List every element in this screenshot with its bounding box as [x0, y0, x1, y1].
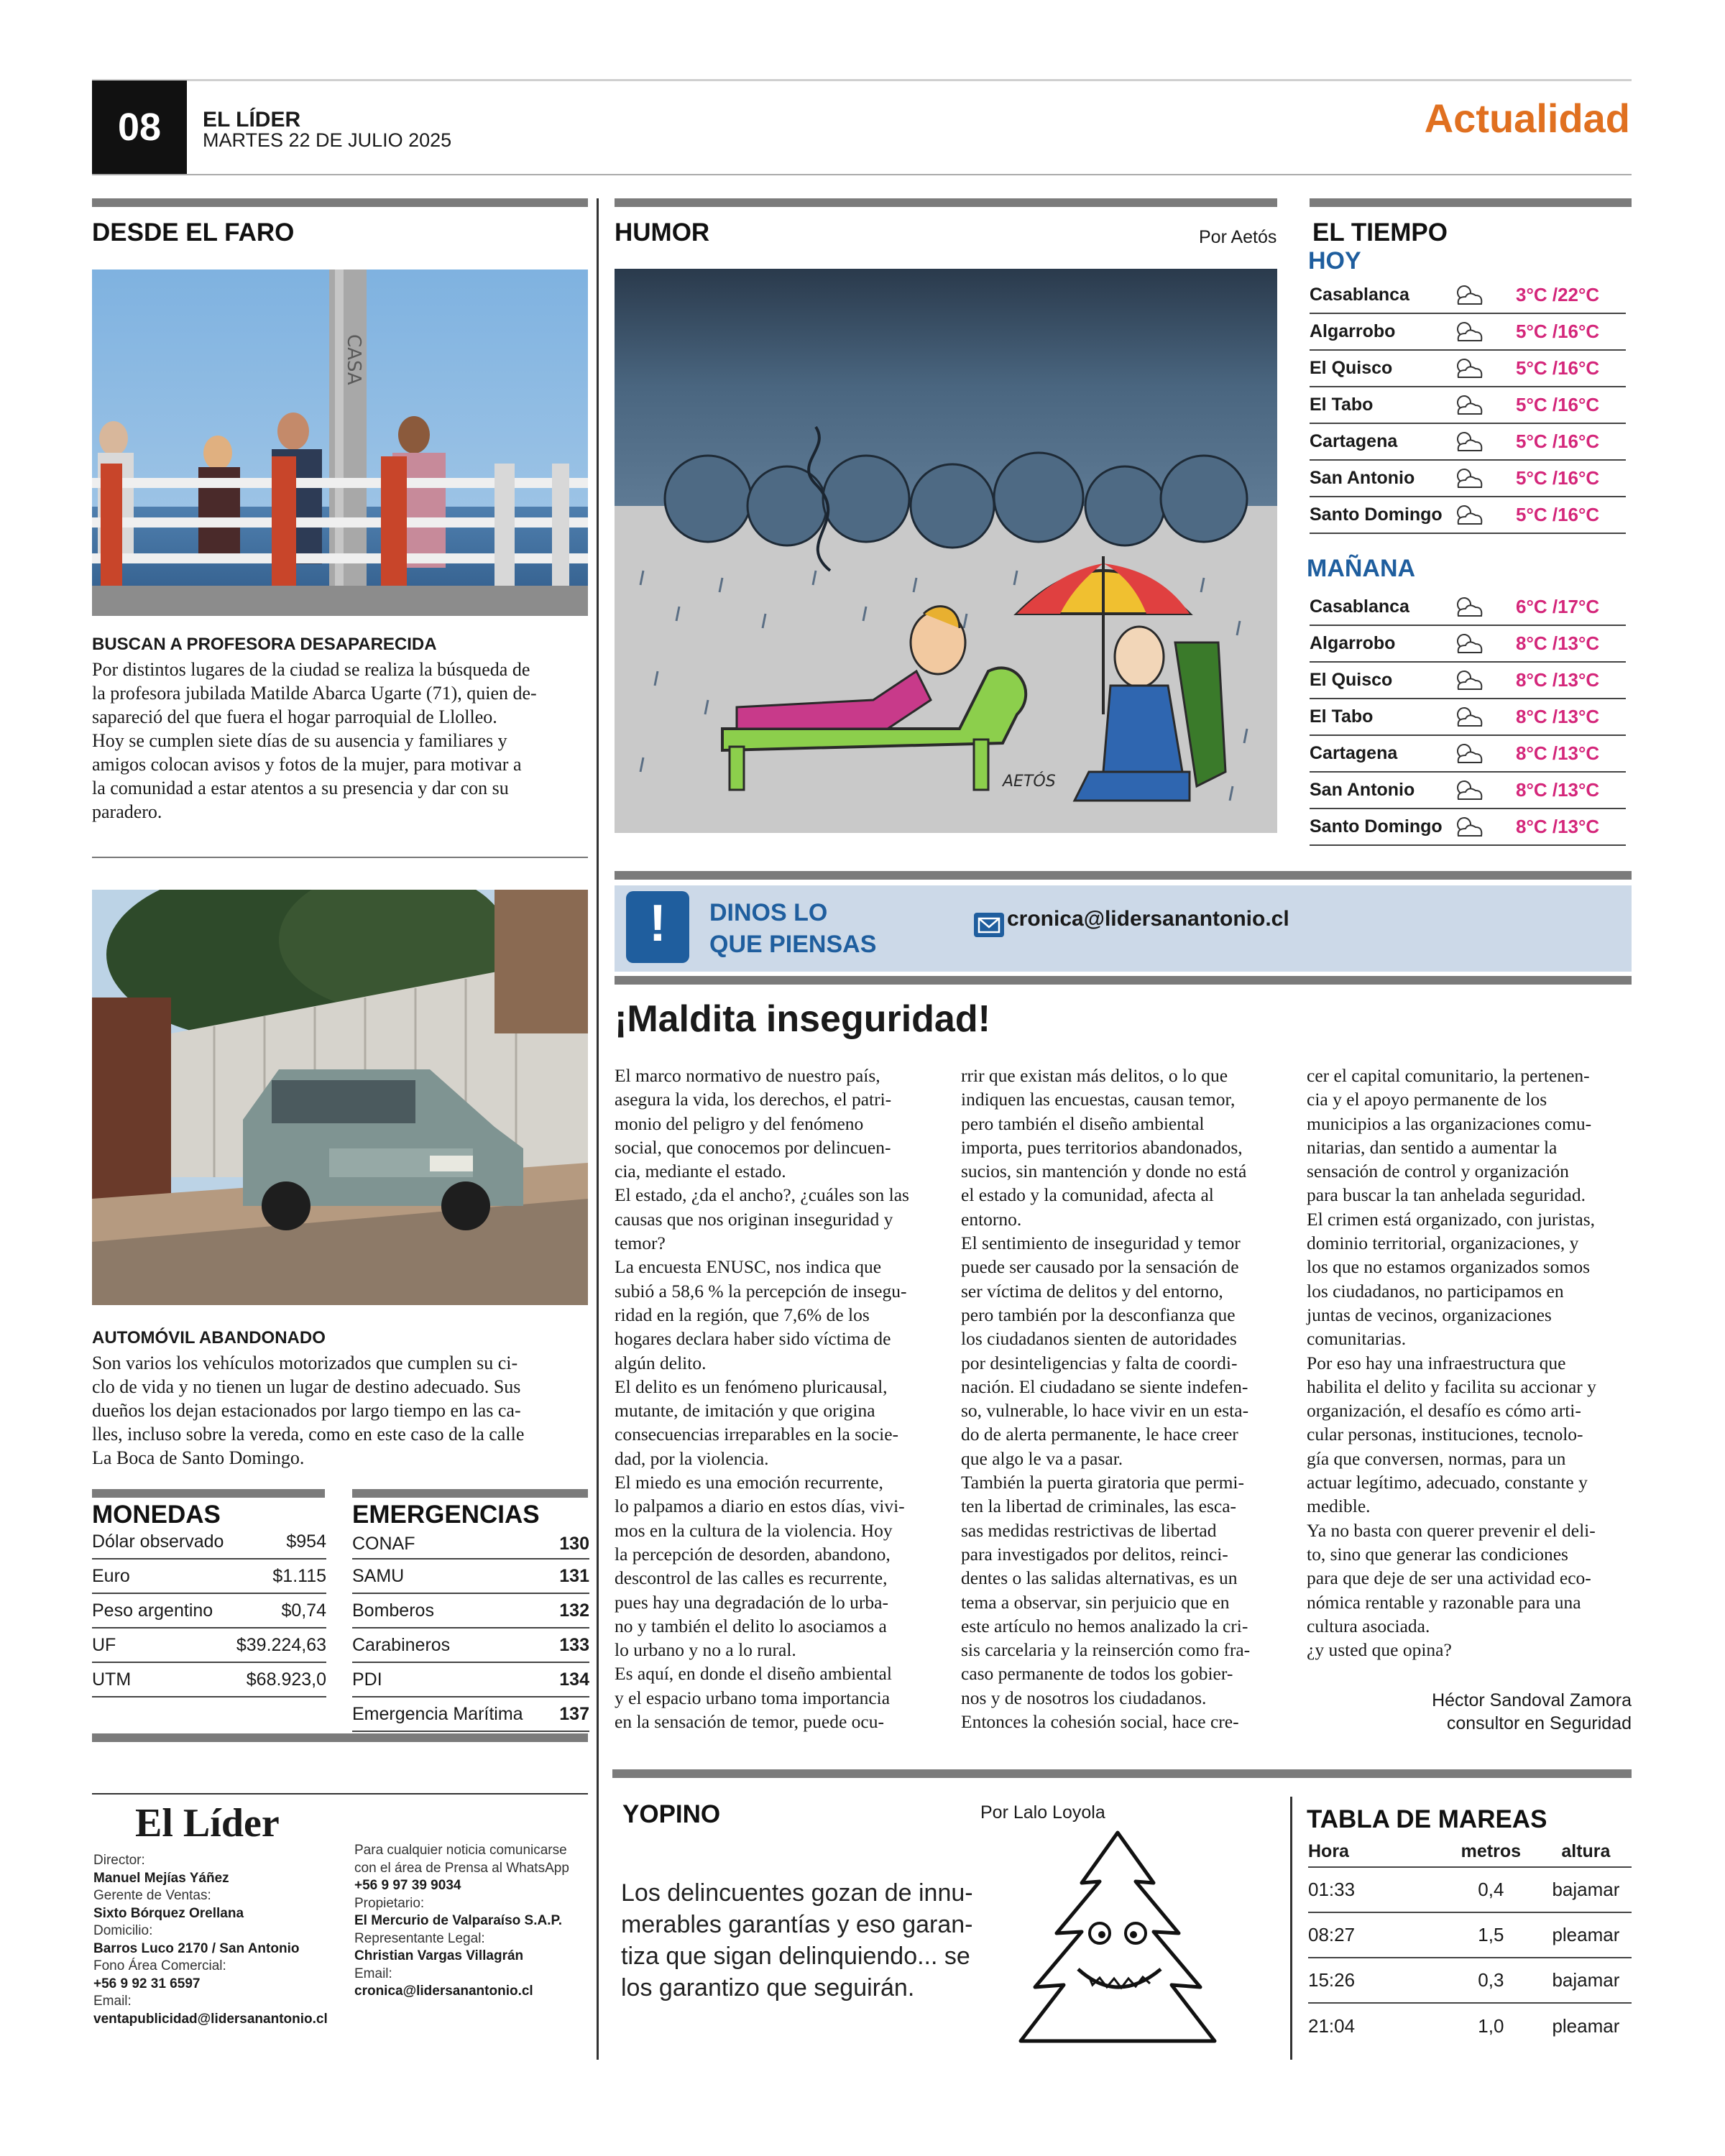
currency-value: $0,74	[281, 1600, 326, 1621]
currency-row	[92, 1628, 326, 1663]
article-line: sucios, sin mantención y donde no está	[961, 1161, 1247, 1182]
pole-text: CASA	[343, 334, 364, 385]
emergency-row	[352, 1560, 589, 1594]
article-column-1	[615, 1064, 938, 1733]
city-name: Santo Domingo	[1310, 505, 1443, 525]
article-line: social, que conocemos por delincuen-	[615, 1136, 891, 1158]
weather-row	[1310, 277, 1626, 314]
caption-line: La Boca de Santo Domingo.	[92, 1447, 305, 1468]
tide-type: bajamar	[1552, 1879, 1620, 1900]
weather-row	[1310, 773, 1626, 809]
footer-label: Para cualquier noticia comunicarse	[354, 1843, 567, 1858]
currency-name: Dólar observado	[92, 1531, 224, 1552]
caption-line: lles, incluso sobre la vereda, como en este caso de la calle	[92, 1424, 525, 1445]
humor-byline: Por Aetós	[1199, 227, 1277, 247]
footer-staff-left	[93, 1852, 345, 2028]
article-line: temor?	[615, 1233, 666, 1254]
currency-value: $954	[286, 1531, 326, 1552]
article-line: so, vulnerable, lo hace vivir en un esta-	[961, 1400, 1249, 1422]
article-line: ridad en la región, que 7,6% de los	[615, 1304, 870, 1325]
tiempo-title: EL TIEMPO	[1312, 218, 1448, 247]
cartoon-signature: AETÓS	[1003, 773, 1056, 791]
emergency-number: 137	[559, 1703, 589, 1724]
article-line: pero también el diseño ambiental	[961, 1112, 1205, 1134]
article-line: lo urbano y no a lo rural.	[615, 1639, 796, 1661]
currency-value: $1.115	[272, 1565, 326, 1586]
article-line: este artículo no hemos analizado la cri-	[961, 1615, 1248, 1636]
tide-type: pleamar	[1552, 1924, 1620, 1945]
article-line: comunitarias.	[1307, 1328, 1407, 1350]
temperature: 5°C /16°C	[1516, 321, 1600, 342]
column-rule	[597, 198, 599, 2060]
emergency-number: 132	[559, 1600, 589, 1621]
city-name: San Antonio	[1310, 780, 1415, 800]
article-line: causas que nos originan inseguridad y	[615, 1208, 893, 1230]
article-line: habilita el delito y facilita su accionar y	[1307, 1376, 1596, 1397]
tide-row	[1308, 1913, 1632, 1958]
article-line: lo palpamos a diario en estos días, vivi-	[615, 1496, 905, 1517]
weather-row	[1310, 736, 1626, 773]
partly-cloudy-icon	[1450, 318, 1486, 346]
tide-height: 1,0	[1478, 2015, 1504, 2037]
article-line: dominio territorial, organizaciones, y	[1307, 1233, 1579, 1254]
column-rule	[1290, 1797, 1292, 2060]
temperature: 8°C /13°C	[1516, 816, 1600, 837]
article-line: los ciudadanos sienten de autoridades	[961, 1328, 1237, 1350]
partly-cloudy-icon	[1450, 354, 1486, 383]
city-name: Cartagena	[1310, 431, 1398, 451]
temperature: 5°C /16°C	[1516, 504, 1600, 525]
partly-cloudy-icon	[1450, 740, 1486, 768]
tiempo-bar	[1310, 198, 1632, 207]
tide-time: 21:04	[1308, 2015, 1356, 2037]
humor-bar	[615, 198, 1277, 207]
humor-title: HUMOR	[615, 218, 710, 247]
photo1-caption-head: BUSCAN A PROFESORA DESAPARECIDA	[92, 635, 437, 654]
footer-staff-right	[354, 1842, 595, 2001]
photo2-caption-head: AUTOMÓVIL ABANDONADO	[92, 1328, 326, 1348]
emergency-number: 134	[559, 1669, 589, 1690]
emergency-row	[352, 1594, 589, 1628]
yopino-line: merables garantías y eso garan-	[621, 1911, 973, 1938]
humor-cartoon	[615, 269, 1277, 833]
emergency-row	[352, 1628, 589, 1663]
article-line: nómica rentable y razonable para una	[1307, 1591, 1581, 1613]
tide-type: pleamar	[1552, 2015, 1620, 2037]
emergency-number: 133	[559, 1634, 589, 1655]
emergency-row	[352, 1663, 589, 1697]
article-line: Entonces la cohesión social, hace cre-	[961, 1711, 1239, 1733]
article-column-3	[1307, 1064, 1637, 1662]
caption-line: la profesora jubilada Matilde Abarca Ugarte (71), quien de-	[92, 683, 537, 704]
weather-row	[1310, 461, 1626, 497]
article-line: nitarias, dan sentido a aumentar la	[1307, 1136, 1558, 1158]
caption-line: sapareció del que fuera el hogar parroquial de Llolleo.	[92, 706, 497, 727]
currency-name: Euro	[92, 1565, 130, 1586]
temperature: 6°C /17°C	[1516, 596, 1600, 617]
issue-date: MARTES 22 DE JULIO 2025	[203, 129, 452, 151]
article-line: to, sino que generar las condiciones	[1307, 1543, 1568, 1565]
weather-row	[1310, 424, 1626, 461]
currency-row	[92, 1663, 326, 1697]
article-line: los que no estamos organizados somos	[1307, 1256, 1591, 1278]
footer-label: con el área de Prensa al WhatsApp	[354, 1860, 569, 1876]
emergency-name: SAMU	[352, 1565, 405, 1586]
article-line: Es aquí, en donde el diseño ambiental	[615, 1663, 892, 1685]
article-line: indiquen las encuestas, causan temor,	[961, 1089, 1236, 1110]
article-line: para que deje de ser una actividad eco-	[1307, 1567, 1591, 1589]
tide-height: 0,3	[1478, 1969, 1504, 1991]
footer-value: Barros Luco 2170 / San Antonio	[93, 1940, 300, 1956]
dinos-line2: QUE PIENSAS	[709, 931, 877, 958]
photo-abandoned-car	[92, 890, 588, 1305]
monedas-table	[92, 1525, 326, 1697]
article-line: La encuesta ENUSC, nos indica que	[615, 1256, 882, 1278]
article-line: no y también el delito lo asociamos a	[615, 1615, 887, 1636]
article-line: dad, por la violencia.	[615, 1447, 769, 1469]
partly-cloudy-icon	[1450, 593, 1486, 622]
caption-line: la comunidad a estar atentos a su presencia y dar con su	[92, 778, 509, 798]
temperature: 8°C /13°C	[1516, 742, 1600, 764]
weather-row	[1310, 809, 1626, 846]
header-rule	[92, 174, 1632, 175]
article-line: asegura la vida, los derechos, el patri-	[615, 1089, 892, 1110]
top-rule	[92, 79, 1632, 81]
partly-cloudy-icon	[1450, 776, 1486, 805]
tide-time: 08:27	[1308, 1924, 1356, 1945]
weather-row	[1310, 663, 1626, 699]
footer-value: Sixto Bórquez Orellana	[93, 1905, 244, 1921]
monedas-bar	[92, 1489, 325, 1498]
partly-cloudy-icon	[1450, 464, 1486, 493]
article-column-2	[961, 1064, 1284, 1733]
footer-logo: El Líder	[135, 1801, 280, 1846]
yopino-line: tiza que sigan delinquiendo... se	[621, 1943, 970, 1970]
partly-cloudy-icon	[1450, 501, 1486, 530]
footer-value[interactable]: ventapublicidad@lidersanantonio.cl	[93, 2011, 328, 2027]
tide-row	[1308, 1958, 1632, 2004]
emergency-name: Bomberos	[352, 1600, 434, 1621]
bottom-section-bar	[612, 1769, 1632, 1778]
footer-label: Email:	[354, 1966, 392, 1981]
article-line: ¿y usted que opina?	[1307, 1639, 1452, 1661]
article-author-role: consultor en Seguridad	[1446, 1713, 1632, 1733]
tide-header: altura	[1561, 1841, 1611, 1861]
currency-value: $39.224,63	[236, 1634, 326, 1655]
city-name: Cartagena	[1310, 743, 1398, 763]
article-line: rrir que existan más delitos, o lo que	[961, 1065, 1228, 1086]
article-line: También la puerta giratoria que permi-	[961, 1472, 1245, 1493]
caption-line: paradero.	[92, 801, 162, 822]
weather-tomorrow-list	[1310, 589, 1626, 846]
article-line: entorno.	[961, 1208, 1022, 1230]
emergency-number: 131	[559, 1565, 589, 1586]
footer-label: Propietario:	[354, 1895, 425, 1911]
footer-value: Christian Vargas Villagrán	[354, 1948, 524, 1963]
currency-value: $68.923,0	[246, 1669, 326, 1690]
article-line: hogares declara haber sido víctima de	[615, 1328, 891, 1350]
paper-name: EL LÍDER	[203, 108, 301, 132]
article-line: tema a observar, sin perjuicio que en	[961, 1591, 1230, 1613]
tomorrow-label: MAÑANA	[1307, 555, 1416, 582]
weather-row	[1310, 699, 1626, 736]
dinos-banner	[615, 885, 1632, 972]
weather-row	[1310, 387, 1626, 424]
pine-tree-character-icon	[1010, 1825, 1225, 2063]
temperature: 3°C /22°C	[1516, 284, 1600, 305]
tide-row	[1308, 1868, 1632, 1913]
temperature: 5°C /16°C	[1516, 357, 1600, 379]
footer-label: Gerente de Ventas:	[93, 1888, 211, 1903]
emergency-row	[352, 1529, 589, 1560]
dinos-top-bar	[615, 871, 1632, 880]
tide-header: metros	[1460, 1841, 1522, 1861]
article-line: en la sensación de temor, puede ocu-	[615, 1711, 884, 1733]
article-line: El miedo es una emoción recurrente,	[615, 1472, 883, 1493]
tide-row	[1308, 2004, 1632, 2049]
faro-bar	[92, 198, 588, 207]
partly-cloudy-icon	[1450, 813, 1486, 842]
emergency-number: 130	[559, 1533, 589, 1554]
currency-row	[92, 1525, 326, 1560]
left-bottom-bar	[92, 1733, 588, 1742]
partly-cloudy-icon	[1450, 281, 1486, 310]
caption-line: Son varios los vehículos motorizados que cumplen su ci-	[92, 1353, 518, 1373]
partly-cloudy-icon	[1450, 391, 1486, 420]
article-line: algún delito.	[615, 1352, 707, 1373]
city-name: Casablanca	[1310, 285, 1409, 305]
article-line: por desinteligencias y falta de coordi-	[961, 1352, 1238, 1373]
caption-line: dueños los dejan estacionados por largo tiempo en las ca-	[92, 1400, 521, 1421]
article-line: sas medidas restrictivas de libertad	[961, 1519, 1217, 1541]
photo-missing-teacher	[92, 270, 588, 616]
mareas-title: TABLA DE MAREAS	[1307, 1805, 1547, 1833]
emergency-name: Emergencia Marítima	[352, 1703, 523, 1724]
caption-line: clo de vida y no tienen un lugar de destino adecuado. Sus	[92, 1376, 521, 1397]
whatsapp-number[interactable]: +56 9 97 39 9034	[354, 1878, 461, 1893]
article-title: ¡Maldita inseguridad!	[615, 998, 990, 1040]
emergency-name: PDI	[352, 1669, 382, 1690]
exclamation-icon: !	[626, 891, 689, 963]
footer-label: Director:	[93, 1853, 145, 1868]
currency-name: Peso argentino	[92, 1600, 213, 1621]
article-line: medible.	[1307, 1496, 1371, 1517]
emergencias-title: EMERGENCIAS	[352, 1501, 540, 1529]
monedas-title: MONEDAS	[92, 1501, 221, 1529]
article-line: el estado y la comunidad, afecta al	[961, 1184, 1214, 1206]
article-line: monio del peligro y del fenómeno	[615, 1112, 864, 1134]
article-line: El delito es un fenómeno pluricausal,	[615, 1376, 888, 1397]
mareas-table	[1308, 1841, 1632, 2049]
article-line: para investigados por delitos, reinci-	[961, 1543, 1228, 1565]
weather-row	[1310, 497, 1626, 534]
temperature: 5°C /16°C	[1516, 467, 1600, 489]
tide-header-row	[1308, 1841, 1632, 1868]
article-line: El marco normativo de nuestro país,	[615, 1065, 880, 1086]
article-line: descontrol de las calles es recurrente,	[615, 1567, 888, 1589]
footer-value: Manuel Mejías Yáñez	[93, 1870, 229, 1886]
caption-line: Hoy se cumplen siete días de su ausencia y familiares y	[92, 730, 507, 751]
footer-label: Representante Legal:	[354, 1930, 485, 1946]
weather-today-list	[1310, 277, 1626, 534]
tide-time: 01:33	[1308, 1879, 1356, 1900]
yopino-line: Los delincuentes gozan de innu-	[621, 1879, 973, 1907]
partly-cloudy-icon	[1450, 428, 1486, 456]
emergencias-table	[352, 1529, 589, 1732]
footer-value[interactable]: cronica@lidersanantonio.cl	[354, 1984, 533, 1999]
tide-height: 1,5	[1478, 1924, 1504, 1945]
page-number: 08	[92, 80, 187, 174]
article-line: cultura asociada.	[1307, 1615, 1430, 1636]
article-line: caso permanente de todos los gobier-	[961, 1663, 1233, 1685]
footer-label: Email:	[93, 1994, 132, 2009]
dinos-line1: DINOS LO	[709, 899, 828, 926]
yopino-line: los garantizo que seguirán.	[621, 1974, 915, 2001]
article-line: organización, el desafío es cómo arti-	[1307, 1400, 1581, 1422]
article-line: importa, pues territorios abandonados,	[961, 1136, 1243, 1158]
article-line: actuar legítimo, adecuado, constante y	[1307, 1472, 1588, 1493]
yopino-text	[621, 1877, 973, 2004]
emergencias-bar	[352, 1489, 588, 1498]
article-line: que algo le va a pasar.	[961, 1447, 1123, 1469]
temperature: 5°C /16°C	[1516, 394, 1600, 415]
caption-line: Por distintos lugares de la ciudad se realiza la búsqueda de	[92, 659, 530, 680]
tide-height: 0,4	[1478, 1879, 1504, 1900]
city-name: Casablanca	[1310, 596, 1409, 617]
temperature: 8°C /13°C	[1516, 669, 1600, 691]
tide-time: 15:26	[1308, 1969, 1356, 1991]
article-line: El crimen está organizado, con juristas,	[1307, 1208, 1596, 1230]
article-line: la percepción de desorden, abandono,	[615, 1543, 891, 1565]
article-line: ser víctima de delitos y del entorno,	[961, 1280, 1223, 1302]
city-name: El Tabo	[1310, 706, 1374, 727]
article-line: pero también por la desconfianza que	[961, 1304, 1236, 1325]
article-line: Por eso hay una infraestructura que	[1307, 1352, 1566, 1373]
weather-row	[1310, 589, 1626, 626]
temperature: 8°C /13°C	[1516, 632, 1600, 654]
article-line: do de alerta permanente, le hace creer	[961, 1424, 1238, 1445]
tide-header: Hora	[1308, 1841, 1349, 1861]
article-line: municipios a las organizaciones comu-	[1307, 1112, 1592, 1134]
section-name: Actualidad	[1424, 96, 1630, 141]
article-line: puede ser causado por la sensación de	[961, 1256, 1239, 1278]
emergency-row	[352, 1697, 589, 1732]
article-line: El estado, ¿da el ancho?, ¿cuáles son las	[615, 1184, 909, 1206]
city-name: Algarrobo	[1310, 321, 1396, 341]
temperature: 5°C /16°C	[1516, 430, 1600, 452]
city-name: San Antonio	[1310, 468, 1415, 488]
city-name: El Quisco	[1310, 670, 1393, 690]
currency-name: UF	[92, 1634, 116, 1655]
footer-label: Fono Área Comercial:	[93, 1958, 226, 1973]
article-line: El sentimiento de inseguridad y temor	[961, 1233, 1241, 1254]
article-line: sensación de control y organización	[1307, 1161, 1569, 1182]
article-line: mutante, de imitación y que origina	[615, 1400, 875, 1422]
currency-row	[92, 1560, 326, 1594]
article-line: para buscar la tan anhelada seguridad.	[1307, 1184, 1586, 1206]
dinos-bottom-bar	[615, 976, 1632, 985]
weather-row	[1310, 626, 1626, 663]
footer-label: Domicilio:	[93, 1923, 153, 1938]
article-line: cia y el apoyo permanente de los	[1307, 1089, 1547, 1110]
article-line: subió a 58,6 % la percepción de insegu-	[615, 1280, 907, 1302]
city-name: Algarrobo	[1310, 633, 1396, 653]
article-author: Héctor Sandoval Zamora	[1432, 1690, 1632, 1710]
article-line: pues hay una degradación de lo urba-	[615, 1591, 888, 1613]
photo1-caption	[92, 658, 595, 824]
footer-rule	[92, 1793, 588, 1795]
currency-row	[92, 1594, 326, 1628]
article-line: mos en la cultura de la violencia. Hoy	[615, 1519, 893, 1541]
article-line: juntas de vecinos, organizaciones	[1307, 1304, 1552, 1325]
article-line: los ciudadanos, no participamos en	[1307, 1280, 1564, 1302]
mail-icon	[974, 913, 1004, 937]
yopino-title: YOPINO	[622, 1800, 721, 1828]
article-line: nación. El ciudadano se siente indefen-	[961, 1376, 1248, 1397]
weather-row	[1310, 351, 1626, 387]
caption-line: amigos colocan avisos y fotos de la mujer, para motivar a	[92, 754, 522, 775]
partly-cloudy-icon	[1450, 630, 1486, 658]
dinos-email[interactable]: cronica@lidersanantonio.cl	[1007, 907, 1289, 931]
weather-row	[1310, 314, 1626, 351]
article-line: sis carcelaria y la reinserción como fra-	[961, 1639, 1251, 1661]
emergency-name: CONAF	[352, 1533, 415, 1554]
today-label: HOY	[1308, 247, 1361, 275]
yopino-byline: Por Lalo Loyola	[980, 1802, 1105, 1823]
footer-value: +56 9 92 31 6597	[93, 1976, 201, 1991]
city-name: El Quisco	[1310, 358, 1393, 378]
emergency-name: Carabineros	[352, 1634, 451, 1655]
city-name: Santo Domingo	[1310, 816, 1443, 837]
article-line: cular personas, instituciones, tecnolo-	[1307, 1424, 1583, 1445]
article-line: y el espacio urbano toma importancia	[615, 1687, 891, 1708]
article-line: cer el capital comunitario, la pertenen-	[1307, 1065, 1590, 1086]
article-line: nos y de nosotros los ciudadanos.	[961, 1687, 1207, 1708]
city-name: El Tabo	[1310, 395, 1374, 415]
article-line: dentes o las salidas alternativas, es un	[961, 1567, 1238, 1589]
article-line: gía que conversen, normas, para un	[1307, 1447, 1566, 1469]
tide-type: bajamar	[1552, 1969, 1620, 1991]
faro-title: DESDE EL FARO	[92, 218, 295, 247]
photo2-caption	[92, 1351, 595, 1470]
article-line: ten la libertad de criminales, las esca-	[961, 1496, 1237, 1517]
currency-name: UTM	[92, 1669, 132, 1690]
footer-value: El Mercurio de Valparaíso S.A.P.	[354, 1913, 562, 1928]
temperature: 8°C /13°C	[1516, 706, 1600, 727]
article-line: consecuencias irreparables en la socie-	[615, 1424, 899, 1445]
divider	[92, 857, 588, 858]
partly-cloudy-icon	[1450, 666, 1486, 695]
temperature: 8°C /13°C	[1516, 779, 1600, 801]
article-line: Ya no basta con querer prevenir el deli-	[1307, 1519, 1596, 1541]
partly-cloudy-icon	[1450, 703, 1486, 732]
article-line: cia, mediante el estado.	[615, 1161, 786, 1182]
